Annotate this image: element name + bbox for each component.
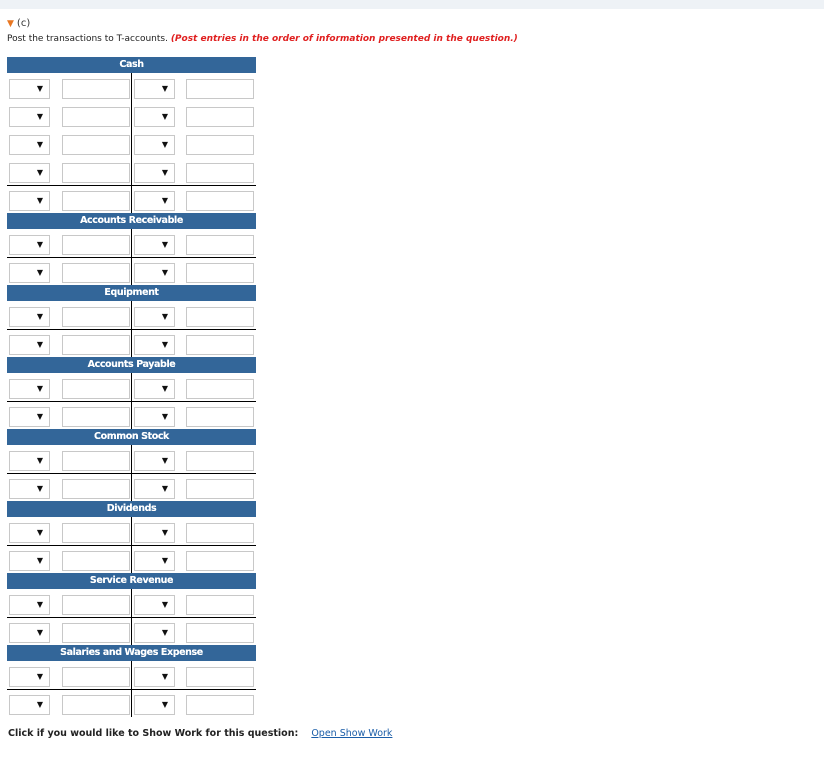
credit-account-select[interactable]: [134, 551, 175, 571]
instructions-text: Post the transactions to T-accounts.: [7, 34, 168, 44]
dropdown-arrow-icon: ▼: [161, 600, 168, 609]
t-account-row: [7, 373, 256, 401]
credit-amount-input[interactable]: [186, 135, 254, 155]
credit-amount-input[interactable]: [186, 379, 254, 399]
dropdown-arrow-icon: ▼: [36, 84, 43, 93]
debit-account-select[interactable]: [9, 79, 50, 99]
dropdown-arrow-icon: ▼: [36, 600, 43, 609]
credit-amount-input[interactable]: [186, 307, 254, 327]
t-account-title: Service Revenue: [7, 573, 256, 589]
dropdown-arrow-icon: ▼: [36, 384, 43, 393]
show-work-footer: [8, 727, 392, 740]
dropdown-arrow-icon: ▼: [36, 112, 43, 121]
t-account-row: [7, 545, 256, 573]
debit-account-select[interactable]: [9, 307, 50, 327]
dropdown-arrow-icon: ▼: [161, 196, 168, 205]
credit-account-select[interactable]: [134, 263, 175, 283]
t-account-row: [7, 689, 256, 717]
t-account-title: Equipment: [7, 285, 256, 301]
instructions-note: (Post entries in the order of information presented in the question.): [170, 34, 518, 44]
credit-amount-input[interactable]: [186, 551, 254, 571]
t-account-row: [7, 329, 256, 357]
credit-account-select[interactable]: [134, 595, 175, 615]
t-account-row: [7, 401, 256, 429]
credit-amount-input[interactable]: [186, 191, 254, 211]
t-account-body: [7, 589, 256, 645]
debit-account-select[interactable]: [9, 135, 50, 155]
dropdown-arrow-icon: ▼: [161, 628, 168, 637]
section-toggle[interactable]: [7, 17, 30, 31]
t-account-row: [7, 73, 256, 101]
t-account-row: [7, 617, 256, 645]
credit-amount-input[interactable]: [186, 595, 254, 615]
debit-amount-input[interactable]: [62, 623, 130, 643]
dropdown-arrow-icon: ▼: [36, 456, 43, 465]
credit-account-select[interactable]: [134, 235, 175, 255]
dropdown-arrow-icon: ▼: [161, 456, 168, 465]
debit-account-select[interactable]: [9, 235, 50, 255]
dropdown-arrow-icon: ▼: [161, 112, 168, 121]
debit-account-select[interactable]: [9, 623, 50, 643]
dropdown-arrow-icon: ▼: [36, 672, 43, 681]
credit-account-select[interactable]: [134, 135, 175, 155]
credit-amount-input[interactable]: [186, 235, 254, 255]
debit-amount-input[interactable]: [62, 79, 130, 99]
debit-amount-input[interactable]: [62, 695, 130, 715]
debit-amount-input[interactable]: [62, 235, 130, 255]
instructions: [7, 33, 518, 45]
dropdown-arrow-icon: ▼: [161, 412, 168, 421]
debit-account-select[interactable]: [9, 595, 50, 615]
t-account-row: [7, 589, 256, 617]
credit-account-select[interactable]: [134, 79, 175, 99]
debit-amount-input[interactable]: [62, 135, 130, 155]
credit-amount-input[interactable]: [186, 107, 254, 127]
debit-amount-input[interactable]: [62, 551, 130, 571]
credit-amount-input[interactable]: [186, 623, 254, 643]
credit-amount-input[interactable]: [186, 163, 254, 183]
t-account-row: [7, 229, 256, 257]
dropdown-arrow-icon: ▼: [161, 268, 168, 277]
t-account-body: [7, 517, 256, 573]
credit-amount-input[interactable]: [186, 523, 254, 543]
dropdown-arrow-icon: ▼: [161, 312, 168, 321]
dropdown-arrow-icon: ▼: [36, 140, 43, 149]
t-account: [7, 357, 256, 429]
dropdown-arrow-icon: ▼: [161, 84, 168, 93]
debit-account-select[interactable]: [9, 335, 50, 355]
top-bar: [0, 0, 824, 9]
credit-account-select[interactable]: [134, 379, 175, 399]
t-account-body: [7, 661, 256, 717]
credit-account-select[interactable]: [134, 623, 175, 643]
credit-account-select[interactable]: [134, 407, 175, 427]
debit-amount-input[interactable]: [62, 667, 130, 687]
t-account-row: [7, 517, 256, 545]
t-account-title: Accounts Payable: [7, 357, 256, 373]
t-account-title: Cash: [7, 57, 256, 73]
t-account-body: [7, 445, 256, 501]
dropdown-arrow-icon: ▼: [36, 556, 43, 565]
debit-account-select[interactable]: [9, 551, 50, 571]
credit-account-select[interactable]: [134, 335, 175, 355]
debit-amount-input[interactable]: [62, 107, 130, 127]
credit-account-select[interactable]: [134, 451, 175, 471]
t-account-body: [7, 229, 256, 285]
dropdown-arrow-icon: ▼: [36, 628, 43, 637]
debit-account-select[interactable]: [9, 163, 50, 183]
dropdown-arrow-icon: ▼: [161, 140, 168, 149]
debit-amount-input[interactable]: [62, 335, 130, 355]
dropdown-arrow-icon: ▼: [36, 268, 43, 277]
credit-amount-input[interactable]: [186, 263, 254, 283]
t-account-title: Accounts Receivable: [7, 213, 256, 229]
debit-account-select[interactable]: [9, 191, 50, 211]
t-account-title: Common Stock: [7, 429, 256, 445]
t-account: [7, 429, 256, 501]
debit-amount-input[interactable]: [62, 451, 130, 471]
debit-amount-input[interactable]: [62, 163, 130, 183]
debit-amount-input[interactable]: [62, 479, 130, 499]
t-account-title: Salaries and Wages Expense: [7, 645, 256, 661]
t-account-row: [7, 185, 256, 213]
credit-account-select[interactable]: [134, 479, 175, 499]
dropdown-arrow-icon: ▼: [161, 528, 168, 537]
debit-amount-input[interactable]: [62, 379, 130, 399]
credit-amount-input[interactable]: [186, 79, 254, 99]
t-account-row: [7, 157, 256, 185]
t-account-row: [7, 301, 256, 329]
dropdown-arrow-icon: ▼: [36, 340, 43, 349]
dropdown-arrow-icon: ▼: [36, 484, 43, 493]
credit-amount-input[interactable]: [186, 479, 254, 499]
debit-amount-input[interactable]: [62, 263, 130, 283]
t-account-title: Dividends: [7, 501, 256, 517]
credit-account-select[interactable]: [134, 695, 175, 715]
debit-account-select[interactable]: [9, 479, 50, 499]
t-account: [7, 645, 256, 717]
credit-account-select[interactable]: [134, 667, 175, 687]
dropdown-arrow-icon: ▼: [36, 196, 43, 205]
credit-account-select[interactable]: [134, 191, 175, 211]
credit-amount-input[interactable]: [186, 451, 254, 471]
dropdown-arrow-icon: ▼: [161, 168, 168, 177]
t-account-row: [7, 257, 256, 285]
debit-account-select[interactable]: [9, 695, 50, 715]
dropdown-arrow-icon: ▼: [161, 484, 168, 493]
dropdown-arrow-icon: ▼: [161, 672, 168, 681]
debit-amount-input[interactable]: [62, 191, 130, 211]
debit-account-select[interactable]: [9, 667, 50, 687]
debit-amount-input[interactable]: [62, 523, 130, 543]
dropdown-arrow-icon: ▼: [36, 412, 43, 421]
t-account: [7, 501, 256, 573]
collapse-arrow-icon[interactable]: ▼: [7, 19, 14, 29]
t-account-body: [7, 301, 256, 357]
credit-account-select[interactable]: [134, 163, 175, 183]
debit-account-select[interactable]: [9, 523, 50, 543]
dropdown-arrow-icon: ▼: [161, 340, 168, 349]
debit-account-select[interactable]: [9, 379, 50, 399]
debit-account-select[interactable]: [9, 407, 50, 427]
debit-account-select[interactable]: [9, 107, 50, 127]
dropdown-arrow-icon: ▼: [36, 700, 43, 709]
dropdown-arrow-icon: ▼: [36, 240, 43, 249]
dropdown-arrow-icon: ▼: [36, 528, 43, 537]
dropdown-arrow-icon: ▼: [161, 384, 168, 393]
debit-amount-input[interactable]: [62, 307, 130, 327]
t-account: [7, 573, 256, 645]
credit-amount-input[interactable]: [186, 407, 254, 427]
t-account: [7, 213, 256, 285]
debit-amount-input[interactable]: [62, 595, 130, 615]
credit-account-select[interactable]: [134, 307, 175, 327]
t-account-body: [7, 373, 256, 429]
credit-account-select[interactable]: [134, 107, 175, 127]
t-account-row: [7, 661, 256, 689]
dropdown-arrow-icon: ▼: [36, 168, 43, 177]
credit-amount-input[interactable]: [186, 695, 254, 715]
credit-account-select[interactable]: [134, 523, 175, 543]
t-account-row: [7, 101, 256, 129]
dropdown-arrow-icon: ▼: [36, 312, 43, 321]
t-account: [7, 57, 256, 213]
credit-amount-input[interactable]: [186, 335, 254, 355]
dropdown-arrow-icon: ▼: [161, 240, 168, 249]
t-account-row: [7, 473, 256, 501]
dropdown-arrow-icon: ▼: [161, 556, 168, 565]
dropdown-arrow-icon: ▼: [161, 700, 168, 709]
debit-amount-input[interactable]: [62, 407, 130, 427]
show-work-label: Click if you would like to Show Work for this question:: [8, 728, 299, 739]
debit-account-select[interactable]: [9, 451, 50, 471]
t-account-row: [7, 445, 256, 473]
t-account: [7, 285, 256, 357]
open-show-work-link[interactable]: Open Show Work: [311, 728, 393, 739]
credit-amount-input[interactable]: [186, 667, 254, 687]
t-account-row: [7, 129, 256, 157]
section-label: (c): [16, 18, 31, 29]
t-account-body: [7, 73, 256, 213]
debit-account-select[interactable]: [9, 263, 50, 283]
